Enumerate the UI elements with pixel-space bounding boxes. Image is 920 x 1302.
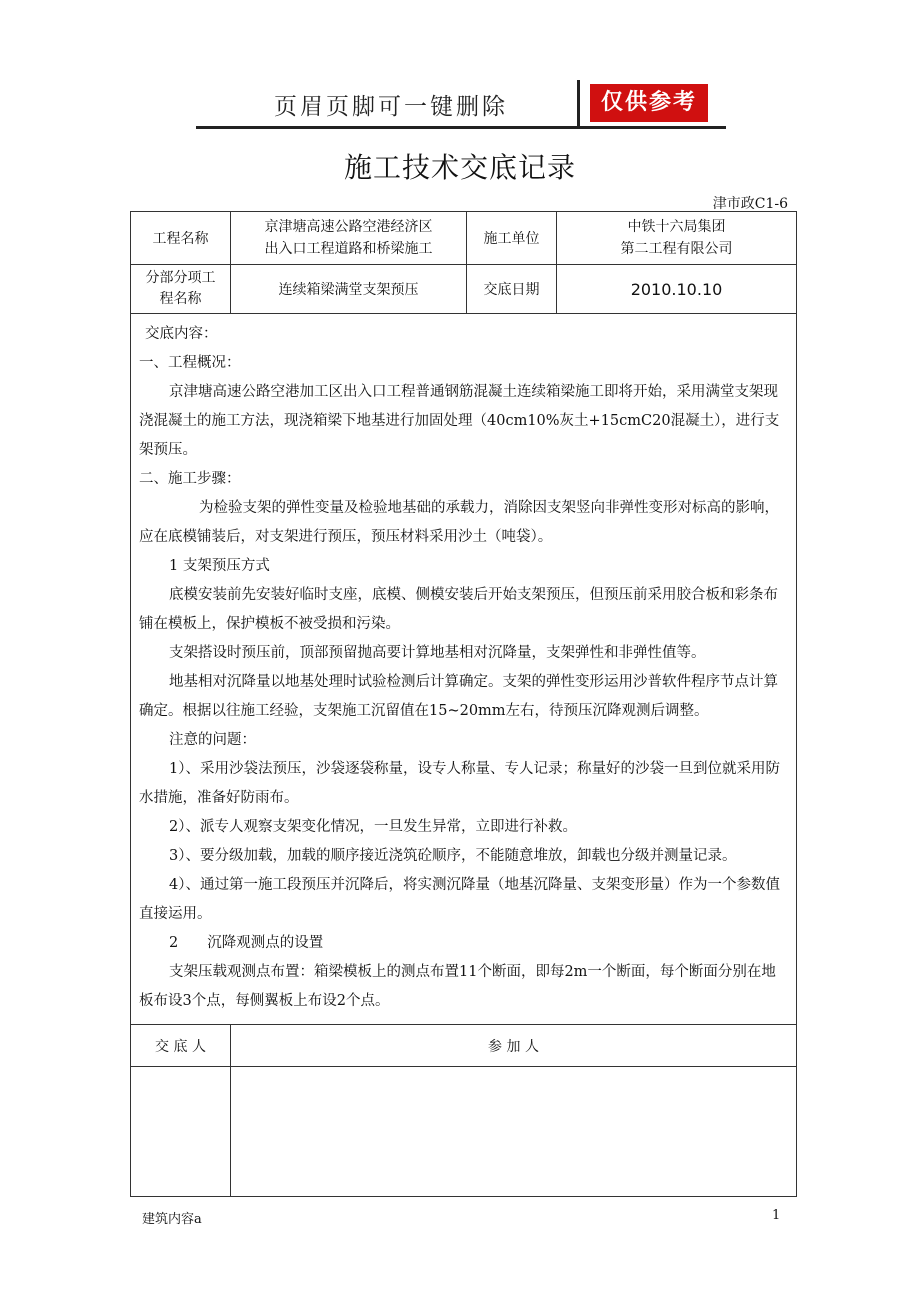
- page-number: 1: [772, 1208, 781, 1223]
- subproject-value: 连续箱梁满堂支架预压: [231, 265, 467, 314]
- project-name-label: 工程名称: [131, 212, 231, 265]
- section-1-title: 一、工程概况：: [139, 355, 241, 371]
- unit-label: 施工单位: [467, 212, 557, 265]
- subproject-label-line1: 分部分项工: [145, 270, 216, 286]
- note-1: 1）、采用沙袋法预压，沙袋逐袋称量，设专人称量、专人记录；称量好的沙袋一旦到位就采用防水措施，准备好防雨布。: [139, 761, 780, 806]
- subproject-row: [131, 265, 797, 314]
- presenter-signature-cell: [131, 1067, 231, 1197]
- date-label: 交底日期: [467, 265, 557, 314]
- presenter-label: 交 底 人: [131, 1025, 231, 1067]
- project-row: [131, 212, 797, 265]
- form-code: 津市政C1-6: [712, 196, 788, 212]
- section-2-paragraph: 为检验支架的弹性变量及检验地基础的承载力，消除因支架竖向非弹性变形对标高的影响，应在底模铺装后，对支架进行预压，预压材料采用沙土（吨袋）。: [139, 500, 779, 545]
- subsection-2-title: 2 沉降观测点的设置: [169, 935, 324, 951]
- subsection-1-paragraph-3: 地基相对沉降量以地基处理时试验检测后计算确定。支架的弹性变形运用沙普软件程序节点计算确定。根据以往施工经验，支架施工沉留值在15~20mm左右，待预压沉降观测后调整。: [139, 674, 778, 719]
- note-2: 2）、派专人观察支架变化情况，一旦发生异常，立即进行补救。: [169, 819, 577, 835]
- header-banner: [196, 78, 726, 130]
- document-title: 施工技术交底记录: [343, 151, 576, 184]
- header-divider: [577, 80, 580, 128]
- section-1-paragraph: 京津塘高速公路空港加工区出入口工程普通钢筋混凝土连续箱梁施工即将开始，采用满堂支架现浇混凝土的施工方法，现浇箱梁下地基进行加固处理（40cm10%灰土+15cmC20混凝土），进行支架预压。: [139, 384, 780, 458]
- participants-label: 参 加 人: [231, 1025, 797, 1067]
- participants-signature-cell: [231, 1067, 797, 1197]
- project-name-line1: 京津塘高速公路空港经济区: [264, 219, 433, 235]
- reference-stamp: 仅供参考: [590, 84, 708, 122]
- note-3: 3）、要分级加载，加载的顺序接近浇筑砼顺序，不能随意堆放，卸载也分级并测量记录。: [169, 848, 737, 864]
- header-text: 页眉页脚可一键删除: [274, 94, 508, 120]
- notes-title: 注意的问题：: [169, 732, 256, 748]
- subsection-1-paragraph-2: 支架搭设时预压前，顶部预留抛高要计算地基相对沉降量，支架弹性和非弹性值等。: [169, 645, 706, 661]
- subsection-1-title: 1 支架预压方式: [169, 558, 270, 574]
- unit-line1: 中铁十六局集团: [627, 219, 726, 235]
- unit-line2: 第二工程有限公司: [620, 241, 733, 257]
- record-table: [130, 211, 797, 1197]
- unit-value: [557, 212, 797, 265]
- project-name-value: [231, 212, 467, 265]
- header-rule: [196, 126, 726, 129]
- subproject-label-line2: 程名称: [159, 291, 202, 307]
- content-label: 交底内容：: [145, 326, 218, 342]
- signature-header-row: [131, 1025, 797, 1067]
- date-value: 2010.10.10: [557, 265, 797, 314]
- subsection-1-paragraph-1: 底模安装前先安装好临时支座，底模、侧模安装后开始支架预压，但预压前采用胶合板和彩条布铺在模板上，保护模板不被受损和污染。: [139, 587, 778, 632]
- footer-label: 建筑内容a: [142, 1212, 202, 1227]
- subsection-2-paragraph: 支架压载观测点布置：箱梁模板上的测点布置11个断面，即每2m一个断面，每个断面分别在地板布设3个点，每侧翼板上布设2个点。: [139, 964, 776, 1009]
- signature-row: [131, 1067, 797, 1197]
- subproject-label: [131, 265, 231, 314]
- content-cell: [131, 314, 797, 1025]
- content-row: [131, 314, 797, 1025]
- note-4: 4）、通过第一施工段预压并沉降后，将实测沉降量（地基沉降量、支架变形量）作为一个参数值直接运用。: [139, 877, 780, 922]
- section-2-title: 二、施工步骤：: [139, 471, 241, 487]
- project-name-line2: 出入口工程道路和桥梁施工: [264, 241, 433, 257]
